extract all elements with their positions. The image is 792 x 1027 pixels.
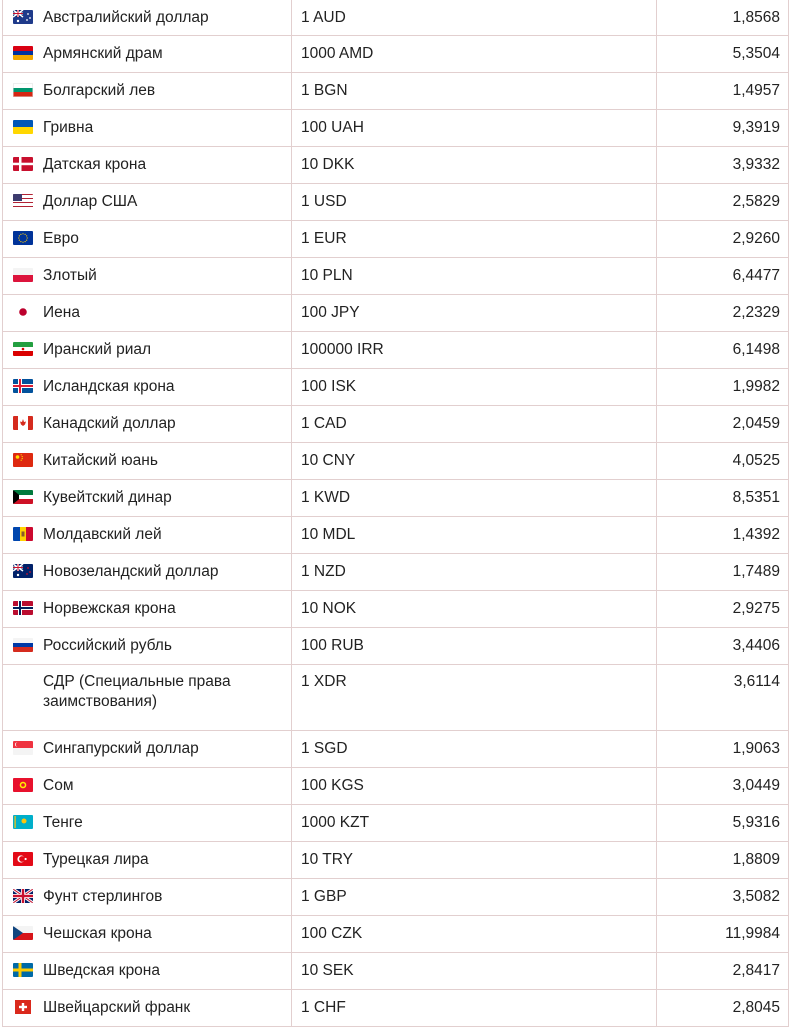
switzerland-flag-icon: [13, 1000, 33, 1014]
currency-name-cell: [3, 443, 292, 480]
czech-flag-icon: [13, 926, 33, 940]
exchange-rate: 1,4392: [657, 517, 789, 554]
currency-row: [3, 332, 789, 369]
exchange-rate: 11,9984: [657, 916, 789, 953]
currency-unit: 1 CHF: [292, 990, 657, 1027]
currency-unit: 100 RUB: [292, 628, 657, 665]
currency-name: Новозеландский доллар: [43, 563, 219, 580]
currency-name-cell: [3, 295, 292, 332]
currency-name-cell: [3, 36, 292, 73]
currency-name-cell: [3, 805, 292, 842]
currency-unit: 100 UAH: [292, 110, 657, 147]
currency-name-cell: [3, 110, 292, 147]
currency-row: [3, 110, 789, 147]
currency-unit: 10 DKK: [292, 147, 657, 184]
russia-flag-icon: [13, 638, 33, 652]
currency-name: Сом: [43, 777, 74, 794]
currency-name-cell: [3, 953, 292, 990]
currency-row: [3, 916, 789, 953]
currency-name-cell: [3, 0, 292, 36]
denmark-flag-icon: [13, 157, 33, 171]
currency-unit: 10 MDL: [292, 517, 657, 554]
kuwait-flag-icon: [13, 490, 33, 504]
currency-row: [3, 953, 789, 990]
currency-unit: 1 XDR: [292, 665, 657, 731]
currency-name-cell: [3, 73, 292, 110]
exchange-rate: 6,4477: [657, 258, 789, 295]
kyrgyzstan-flag-icon: [13, 778, 33, 792]
australia-flag-icon: [13, 10, 33, 24]
currency-name: Армянский драм: [43, 45, 163, 62]
currency-row: [3, 731, 789, 768]
sweden-flag-icon: [13, 963, 33, 977]
currency-row: [3, 443, 789, 480]
currency-row: [3, 842, 789, 879]
currency-unit: 10 CNY: [292, 443, 657, 480]
currency-name-cell: [3, 591, 292, 628]
currency-name: Исландская крона: [43, 378, 175, 395]
exchange-rate: 2,9275: [657, 591, 789, 628]
iceland-flag-icon: [13, 379, 33, 393]
norway-flag-icon: [13, 601, 33, 615]
kazakhstan-flag-icon: [13, 815, 33, 829]
currency-name: Молдавский лей: [43, 526, 162, 543]
currency-unit: 1000 KZT: [292, 805, 657, 842]
poland-flag-icon: [13, 268, 33, 282]
japan-flag-icon: [13, 305, 33, 319]
currency-name-cell: [3, 480, 292, 517]
currency-unit: 10 TRY: [292, 842, 657, 879]
currency-row: [3, 990, 789, 1027]
currency-rates-body: [3, 0, 789, 1027]
exchange-rate: 1,9982: [657, 369, 789, 406]
currency-name: Гривна: [43, 119, 94, 136]
currency-name-cell: [3, 990, 292, 1027]
currency-row: [3, 805, 789, 842]
currency-name-cell: [3, 768, 292, 805]
uk-flag-icon: [13, 889, 33, 903]
currency-row: [3, 665, 789, 731]
currency-unit: 1000 AMD: [292, 36, 657, 73]
currency-row: [3, 147, 789, 184]
currency-unit: 100000 IRR: [292, 332, 657, 369]
currency-name-cell: [3, 731, 292, 768]
currency-row: [3, 517, 789, 554]
currency-name-cell: [3, 628, 292, 665]
china-flag-icon: [13, 453, 33, 467]
currency-name-cell: [3, 258, 292, 295]
currency-name: Австралийский доллар: [43, 8, 209, 26]
exchange-rate: 2,5829: [657, 184, 789, 221]
currency-unit: 1 AUD: [292, 0, 657, 36]
canada-flag-icon: [13, 416, 33, 430]
exchange-rate: 6,1498: [657, 332, 789, 369]
exchange-rate: 1,9063: [657, 731, 789, 768]
currency-name: Доллар США: [43, 193, 138, 210]
currency-name: Иранский риал: [43, 341, 152, 358]
exchange-rate: 4,0525: [657, 443, 789, 480]
singapore-flag-icon: [13, 741, 33, 755]
flag-placeholder: [13, 694, 33, 708]
currency-unit: 1 USD: [292, 184, 657, 221]
moldova-flag-icon: [13, 527, 33, 541]
exchange-rate: 3,4406: [657, 628, 789, 665]
iran-flag-icon: [13, 342, 33, 356]
exchange-rate: 2,8045: [657, 990, 789, 1027]
currency-name: Китайский юань: [43, 452, 158, 469]
exchange-rate: 1,7489: [657, 554, 789, 591]
currency-unit: 10 NOK: [292, 591, 657, 628]
currency-unit: 100 CZK: [292, 916, 657, 953]
currency-row: [3, 768, 789, 805]
exchange-rate: 1,8809: [657, 842, 789, 879]
exchange-rate: 3,5082: [657, 879, 789, 916]
currency-row: [3, 591, 789, 628]
currency-name-cell: [3, 332, 292, 369]
currency-unit: 1 EUR: [292, 221, 657, 258]
exchange-rate: 3,6114: [657, 665, 789, 731]
exchange-rate: 5,3504: [657, 36, 789, 73]
currency-name: Швейцарский франк: [43, 999, 191, 1016]
currency-name-cell: [3, 879, 292, 916]
currency-name: Норвежская крона: [43, 600, 176, 617]
currency-name: Иена: [43, 304, 80, 321]
currency-row: [3, 221, 789, 258]
usa-flag-icon: [13, 194, 33, 208]
currency-unit: 10 PLN: [292, 258, 657, 295]
currency-unit: 1 CAD: [292, 406, 657, 443]
currency-name-cell: [3, 554, 292, 591]
exchange-rate: 3,9332: [657, 147, 789, 184]
currency-name: Болгарский лев: [43, 82, 156, 99]
currency-row: [3, 0, 789, 36]
currency-name: Российский рубль: [43, 637, 172, 654]
exchange-rate: 2,8417: [657, 953, 789, 990]
currency-name-cell: [3, 147, 292, 184]
currency-row: [3, 480, 789, 517]
currency-row: [3, 554, 789, 591]
currency-name-cell: [3, 665, 292, 731]
currency-name-cell: [3, 221, 292, 258]
exchange-rate: 9,3919: [657, 110, 789, 147]
eu-flag-icon: [13, 231, 33, 245]
bulgaria-flag-icon: [13, 83, 33, 97]
currency-row: [3, 369, 789, 406]
currency-row: [3, 879, 789, 916]
exchange-rate: 2,2329: [657, 295, 789, 332]
currency-name: Фунт стерлингов: [43, 888, 163, 905]
currency-unit: 100 ISK: [292, 369, 657, 406]
currency-row: [3, 295, 789, 332]
exchange-rate: 1,8568: [657, 0, 789, 36]
ukraine-flag-icon: [13, 120, 33, 134]
currency-unit: 1 BGN: [292, 73, 657, 110]
currency-rates-table: [2, 0, 789, 1027]
currency-unit: 100 KGS: [292, 768, 657, 805]
currency-row: [3, 36, 789, 73]
currency-unit: 10 SEK: [292, 953, 657, 990]
exchange-rate: 1,4957: [657, 73, 789, 110]
turkey-flag-icon: [13, 852, 33, 866]
currency-name: Кувейтский динар: [43, 489, 172, 506]
exchange-rate: 8,5351: [657, 480, 789, 517]
currency-name: СДР (Специальные права заимствования): [43, 673, 231, 710]
currency-row: [3, 184, 789, 221]
currency-row: [3, 73, 789, 110]
currency-unit: 1 SGD: [292, 731, 657, 768]
currency-name: Шведская крона: [43, 962, 160, 979]
currency-name: Сингапурский доллар: [43, 740, 199, 757]
armenia-flag-icon: [13, 46, 33, 60]
currency-name-cell: [3, 842, 292, 879]
currency-row: [3, 628, 789, 665]
currency-name-cell: [3, 517, 292, 554]
currency-name: Евро: [43, 230, 79, 247]
exchange-rate: 2,9260: [657, 221, 789, 258]
exchange-rate: 5,9316: [657, 805, 789, 842]
currency-name: Канадский доллар: [43, 415, 176, 432]
exchange-rate: 3,0449: [657, 768, 789, 805]
currency-name-cell: [3, 916, 292, 953]
currency-name-cell: [3, 406, 292, 443]
currency-name: Датская крона: [43, 156, 147, 173]
currency-unit: 1 NZD: [292, 554, 657, 591]
exchange-rate: 2,0459: [657, 406, 789, 443]
currency-name: Чешская крона: [43, 925, 152, 942]
currency-name: Турецкая лира: [43, 851, 149, 868]
currency-unit: 1 KWD: [292, 480, 657, 517]
currency-row: [3, 258, 789, 295]
currency-unit: 1 GBP: [292, 879, 657, 916]
currency-name: Тенге: [43, 814, 83, 831]
currency-name-cell: [3, 369, 292, 406]
currency-name-cell: [3, 184, 292, 221]
currency-unit: 100 JPY: [292, 295, 657, 332]
currency-name: Злотый: [43, 267, 97, 284]
currency-row: [3, 406, 789, 443]
new-zealand-flag-icon: [13, 564, 33, 578]
